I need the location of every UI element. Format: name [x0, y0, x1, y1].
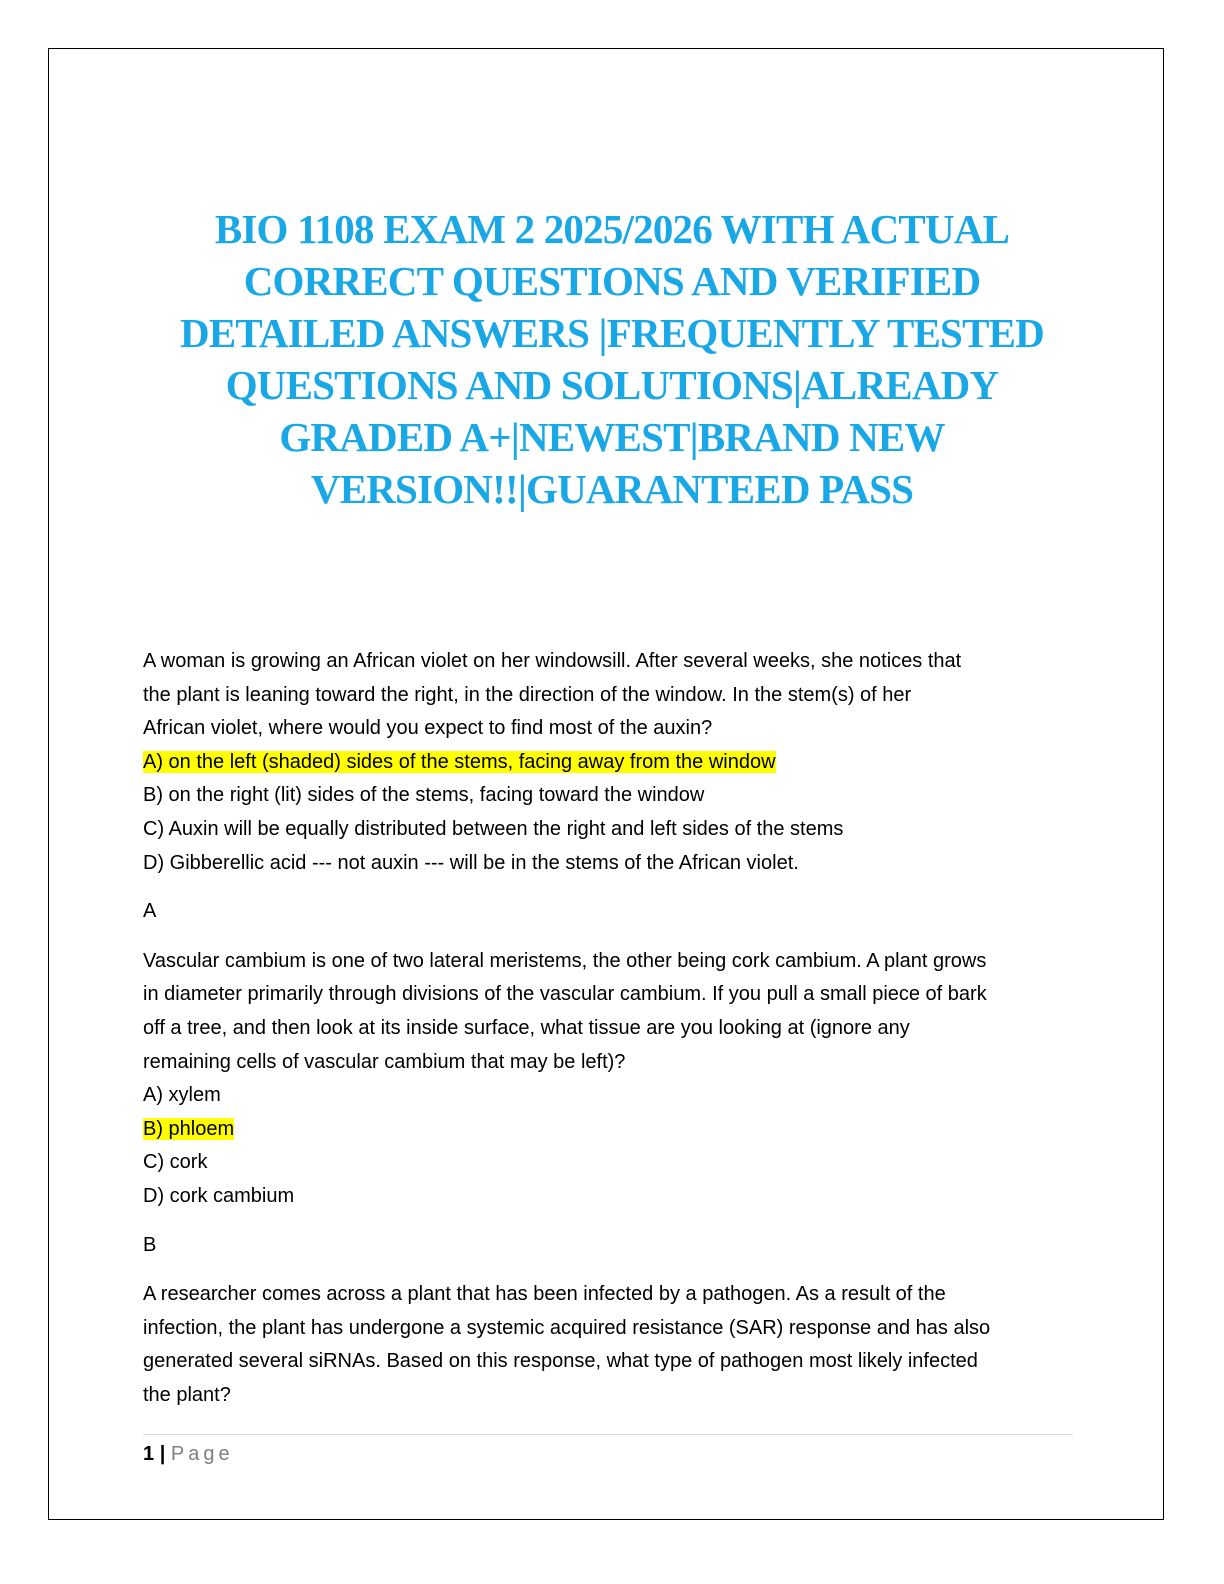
answer-option: C) cork — [143, 1151, 208, 1174]
title-line: GRADED A+|NEWEST|BRAND NEW — [279, 414, 945, 460]
title-line: CORRECT QUESTIONS AND VERIFIED — [243, 258, 981, 304]
answer-key: A — [143, 900, 157, 923]
footer-divider — [143, 1434, 1073, 1435]
title-line: QUESTIONS AND SOLUTIONS|ALREADY — [225, 362, 999, 408]
question-stem-line: in diameter primarily through divisions of the vascular cambium. If you pull a small piece of bark — [143, 983, 987, 1006]
document-body — [143, 645, 1083, 1412]
page-number: 1 — [143, 1443, 155, 1465]
question-stem-line: African violet, where would you expect to find most of the auxin? — [143, 717, 713, 740]
title-line: VERSION!!|GUARANTEED PASS — [310, 466, 914, 512]
answer-option — [143, 1113, 1083, 1147]
question-stem-line: the plant? — [143, 1383, 231, 1406]
answer-option — [143, 746, 1083, 780]
answer-option: B) on the right (lit) sides of the stems, facing toward the window — [143, 784, 705, 807]
document-title — [120, 203, 1104, 515]
question-stem-line: the plant is leaning toward the right, in the direction of the window. In the stem(s) of her — [143, 683, 912, 706]
question-stem-line: A woman is growing an African violet on her windowsill. After several weeks, she notices that — [143, 650, 962, 672]
answer-option: D) Gibberellic acid --- not auxin --- will be in the stems of the African violet. — [143, 851, 799, 874]
title-line: BIO 1108 EXAM 2 2025/2026 WITH ACTUAL — [214, 206, 1010, 252]
highlighted-option-text: A) on the left (shaded) sides of the stems, facing away from the window — [143, 750, 776, 773]
question-2 — [143, 945, 1083, 1262]
page-label: Page — [170, 1443, 234, 1465]
question-stem-line: infection, the plant has undergone a systemic acquired resistance (SAR) response and has also — [143, 1316, 991, 1339]
question-stem-line: generated several siRNAs. Based on this response, what type of pathogen most likely infected — [143, 1350, 978, 1373]
answer-option: A) xylem — [143, 1084, 221, 1107]
highlighted-option-text: B) phloem — [143, 1117, 235, 1140]
question-stem-line: Vascular cambium is one of two lateral meristems, the other being cork cambium. A plant grows — [143, 949, 987, 972]
page-footer — [143, 1442, 234, 1466]
question-3 — [143, 1278, 1083, 1412]
question-stem-line: off a tree, and then look at its inside surface, what tissue are you looking at (ignore any — [143, 1016, 910, 1039]
footer-separator: | — [159, 1443, 166, 1465]
question-stem-line: remaining cells of vascular cambium that may be left)? — [143, 1050, 626, 1073]
question-stem-line: A researcher comes across a plant that has been infected by a pathogen. As a result of the — [143, 1283, 946, 1306]
answer-option: D) cork cambium — [143, 1184, 295, 1207]
answer-option: C) Auxin will be equally distributed between the right and left sides of the stems — [143, 817, 844, 840]
title-line: DETAILED ANSWERS |FREQUENTLY TESTED — [180, 310, 1044, 356]
question-1 — [143, 645, 1083, 929]
answer-key: B — [143, 1233, 157, 1256]
